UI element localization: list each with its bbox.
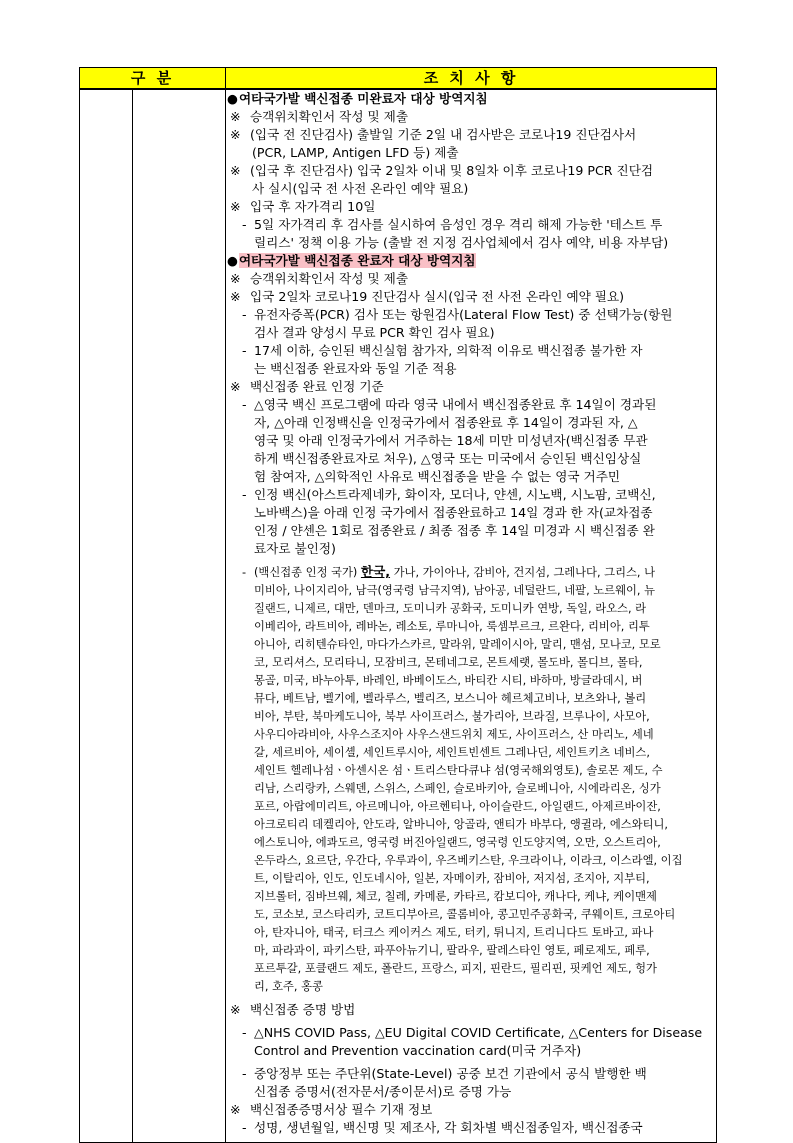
note-item: ※ 백신접종 증명 방법 [230, 1002, 356, 1017]
dash-item: - △NHS COVID Pass, △EU Digital COVID Certificate, △Centers for Disease [242, 1025, 703, 1040]
reference-mark-icon: ※ [230, 127, 241, 142]
reference-mark-icon: ※ [230, 271, 241, 286]
dash-item: - 17세 이하, 승인된 백신실험 참가자, 의학적 이유로 백신접종 불가한 자 [242, 343, 643, 358]
dash-item-continued: 는 백신접종 완료자와 동일 기준 적용 [254, 361, 457, 376]
category-cell [133, 89, 226, 1143]
reference-mark-icon: ※ [230, 109, 241, 124]
countries-list [226, 582, 716, 996]
header-category: 구 분 [80, 68, 226, 90]
section-title-highlighted: 여타국가발 백신접종 완료자 대상 방역지침 [239, 253, 476, 268]
reference-mark-icon: ※ [230, 1102, 241, 1117]
dash-item-continued: Control and Prevention vaccination card(미국 거주자) [254, 1043, 582, 1058]
note-item: ※ 백신접종 완료 인정 기준 [230, 379, 384, 394]
section-vaccinated-heading [226, 252, 716, 270]
korea-highlight: 한국, [360, 564, 391, 579]
countries-list-line: 도, 코소보, 코스타리카, 코트디부아르, 콜롬비아, 콩고민주공화국, 쿠웨이트, 크로아티 [254, 908, 676, 921]
dash-item: - 성명, 생년월일, 백신명 및 제조사, 각 회차별 백신접종일자, 백신접종국 [242, 1120, 643, 1135]
countries-list-line: 트, 이탈리아, 인도, 인도네시아, 일본, 자메이카, 잠비아, 저지섬, 조지아, 지부티, [254, 872, 650, 885]
dash-item-continued: 릴리스' 정책 이용 가능 (출발 전 지정 검사업체에서 검사 예약, 비용 자부담) [254, 235, 669, 250]
reference-mark-icon: ※ [230, 379, 241, 394]
countries-list-line: 뮤다, 베트남, 벨기에, 벨라루스, 벨리즈, 보스니아 헤르체고비나, 보츠와나, 볼리 [254, 692, 647, 705]
countries-list-line: 지브롤터, 짐바브웨, 체코, 칠레, 카메룬, 카타르, 캄보디아, 캐나다, 케냐, 케이맨제 [254, 890, 657, 903]
table-header-row [80, 68, 717, 90]
countries-list-line: 이베리아, 라트비아, 레바논, 레소토, 루마니아, 룩셈부르크, 르완다, 리비아, 리투 [254, 620, 650, 633]
note-item: ※ 승객위치확인서 작성 및 제출 [230, 271, 409, 286]
dash-item: - 5일 자가격리 후 검사를 실시하여 음성인 경우 격리 해제 가능한 '테스트 투 [242, 217, 663, 232]
bullet-dot-icon: ● [227, 91, 239, 106]
dash-item-continued: 검사 결과 양성시 무료 PCR 확인 검사 필요) [254, 325, 495, 340]
dash-item: - 중앙정부 또는 주단위(State-Level) 공중 보건 기관에서 공식 발행한 백 [242, 1066, 647, 1081]
reference-mark-icon: ※ [230, 163, 241, 178]
dash-item-continued: 인정 / 얀센은 1회로 접종완료 / 최종 접종 후 14일 미경과 시 백신접종 완 [254, 523, 655, 538]
dash-item: - 인정 백신(아스트라제네카, 화이자, 모더나, 얀센, 시노백, 시노팜, 코백신, [242, 487, 656, 502]
note-item-continued: (PCR, LAMP, Antigen LFD 등) 제출 [252, 145, 459, 160]
category-cell-left [80, 89, 133, 1143]
dash-item-continued: 자, △아래 인정백신을 인정국가에서 접종완료 후 14일이 경과된 자, △ [254, 415, 638, 430]
header-measures: 조 치 사 항 [226, 68, 717, 90]
note-item: ※ 입국 후 자가격리 10일 [230, 199, 376, 214]
dash-item-continued: 하게 백신접종완료자로 처우), △영국 또는 미국에서 승인된 백신임상실 [254, 451, 642, 466]
reference-mark-icon: ※ [230, 289, 241, 304]
dash-item-continued: 신접종 증명서(전자문서/종이문서)로 증명 가능 [254, 1084, 512, 1099]
countries-list-line: 미비아, 나이지리아, 남극(영국령 남극지역), 남아공, 네덜란드, 네팔, 노르웨이, 뉴 [254, 584, 655, 597]
countries-list-line: 포르투갈, 포클랜드 제도, 폴란드, 프랑스, 피지, 핀란드, 필리핀, 핏케언 제도, 헝가 [254, 962, 657, 975]
note-item: ※ (입국 후 진단검사) 입국 2일차 이내 및 8일차 이후 코로나19 PCR 진단검 [230, 163, 654, 178]
dash-item-continued: 험 참여자, △의학적인 사유로 백신접종을 받을 수 없는 영국 거주민 [254, 469, 621, 484]
dash-item-continued: 료자로 불인정) [254, 541, 336, 556]
countries-list-line: 갈, 세르비아, 세이셸, 세인트루시아, 세인트빈센트 그레나딘, 세인트키츠 네비스, [254, 746, 650, 759]
dash-item: - △영국 백신 프로그램에 따라 영국 내에서 백신접종완료 후 14일이 경과된 [242, 397, 657, 412]
countries-list-line: 마, 파라과이, 파키스탄, 파푸아뉴기니, 팔라우, 팔레스타인 영토, 페로제도, 페루, [254, 944, 650, 957]
dash-item-continued: 노바백스)을 아래 인정 국가에서 접종완료하고 14일 경과 한 자(교차접종 [254, 505, 653, 520]
section-unvaccinated-heading [226, 90, 716, 108]
countries-list-line: 아크로티리 데켈리아, 안도라, 알바니아, 앙골라, 앤티가 바부다, 앵귈라, 에스와티니, [254, 818, 669, 831]
countries-list-line: 코, 모리셔스, 모리타니, 모잠비크, 몬테네그로, 몬트세랫, 몰도바, 몰디브, 몰타, [254, 656, 643, 669]
countries-list-line: 아니아, 리히텐슈타인, 마다가스카르, 말라위, 말레이시아, 말리, 맨섬, 모나코, 모로 [254, 638, 661, 651]
section-title: 여타국가발 백신접종 미완료자 대상 방역지침 [239, 91, 488, 106]
countries-list-line: 아, 탄자니아, 태국, 터크스 케이커스 제도, 터키, 튀니지, 트리니다드 토바고, 파나 [254, 926, 654, 939]
measures-table [79, 67, 717, 1143]
countries-list-line: 사우디아라비아, 사우스조지아 사우스샌드위치 제도, 사이프러스, 산 마리노, 세네 [254, 728, 654, 741]
note-item: ※ 승객위치확인서 작성 및 제출 [230, 109, 409, 124]
dash-item-continued: 영국 및 아래 인정국가에서 거주하는 18세 미만 미성년자(백신접종 무관 [254, 433, 648, 448]
table-body-row [80, 89, 717, 1143]
dash-item: - 유전자증폭(PCR) 검사 또는 항원검사(Lateral Flow Test) 중 선택가능(항원 [242, 307, 673, 322]
measures-content [226, 89, 717, 1143]
countries-list-line: 몽골, 미국, 바누아투, 바레인, 바베이도스, 바티칸 시티, 바하마, 방글라데시, 버 [254, 674, 643, 687]
reference-mark-icon: ※ [230, 199, 241, 214]
bullet-dot-icon: ● [227, 253, 239, 268]
note-item: ※ (입국 전 진단검사) 출발일 기준 2일 내 검사받은 코로나19 진단검사서 [230, 127, 637, 142]
countries-list-line: 세인트 헬레나섬ㆍ아센시온 섬ㆍ트리스탄다큐냐 섬(영국해외영토), 솔로몬 제도, 수 [254, 764, 663, 777]
note-item-continued: 사 실시(입국 전 사전 온라인 예약 필요) [252, 181, 469, 196]
countries-list-line: 에스토니아, 에콰도르, 영국령 버진아일랜드, 영국령 인도양지역, 오만, 오스트리아, [254, 836, 661, 849]
countries-list-line: 온두라스, 요르단, 우간다, 우루과이, 우즈베키스탄, 우크라이나, 이라크, 이스라엘, 이집 [254, 854, 683, 867]
countries-list-line: 질랜드, 니제르, 대만, 덴마크, 도미니카 공화국, 도미니카 연방, 독일, 라오스, 라 [254, 602, 647, 615]
countries-list-line: 리남, 스리랑카, 스웨덴, 스위스, 스페인, 슬로바키아, 슬로베니아, 시에라리온, 싱가 [254, 782, 661, 795]
countries-list-line: 비아, 부탄, 북마케도니아, 북부 사이프러스, 불가리아, 브라질, 브루나이, 사모아, [254, 710, 650, 723]
countries-list-first-line: - (백신접종 인정 국가) 한국, 가나, 가이아나, 감비아, 건지섬, 그레나다, 그리스, 나 [242, 564, 655, 579]
countries-list-line: 포르, 아랍에미리트, 아르메니아, 아르헨티나, 아이슬란드, 아일랜드, 아제르바이잔, [254, 800, 661, 813]
countries-list-line: 리, 호주, 홍콩 [254, 980, 323, 993]
reference-mark-icon: ※ [230, 1002, 241, 1017]
note-item: ※ 백신접종증명서상 필수 기재 정보 [230, 1102, 433, 1117]
note-item: ※ 입국 2일차 코로나19 진단검사 실시(입국 전 사전 온라인 예약 필요) [230, 289, 625, 304]
